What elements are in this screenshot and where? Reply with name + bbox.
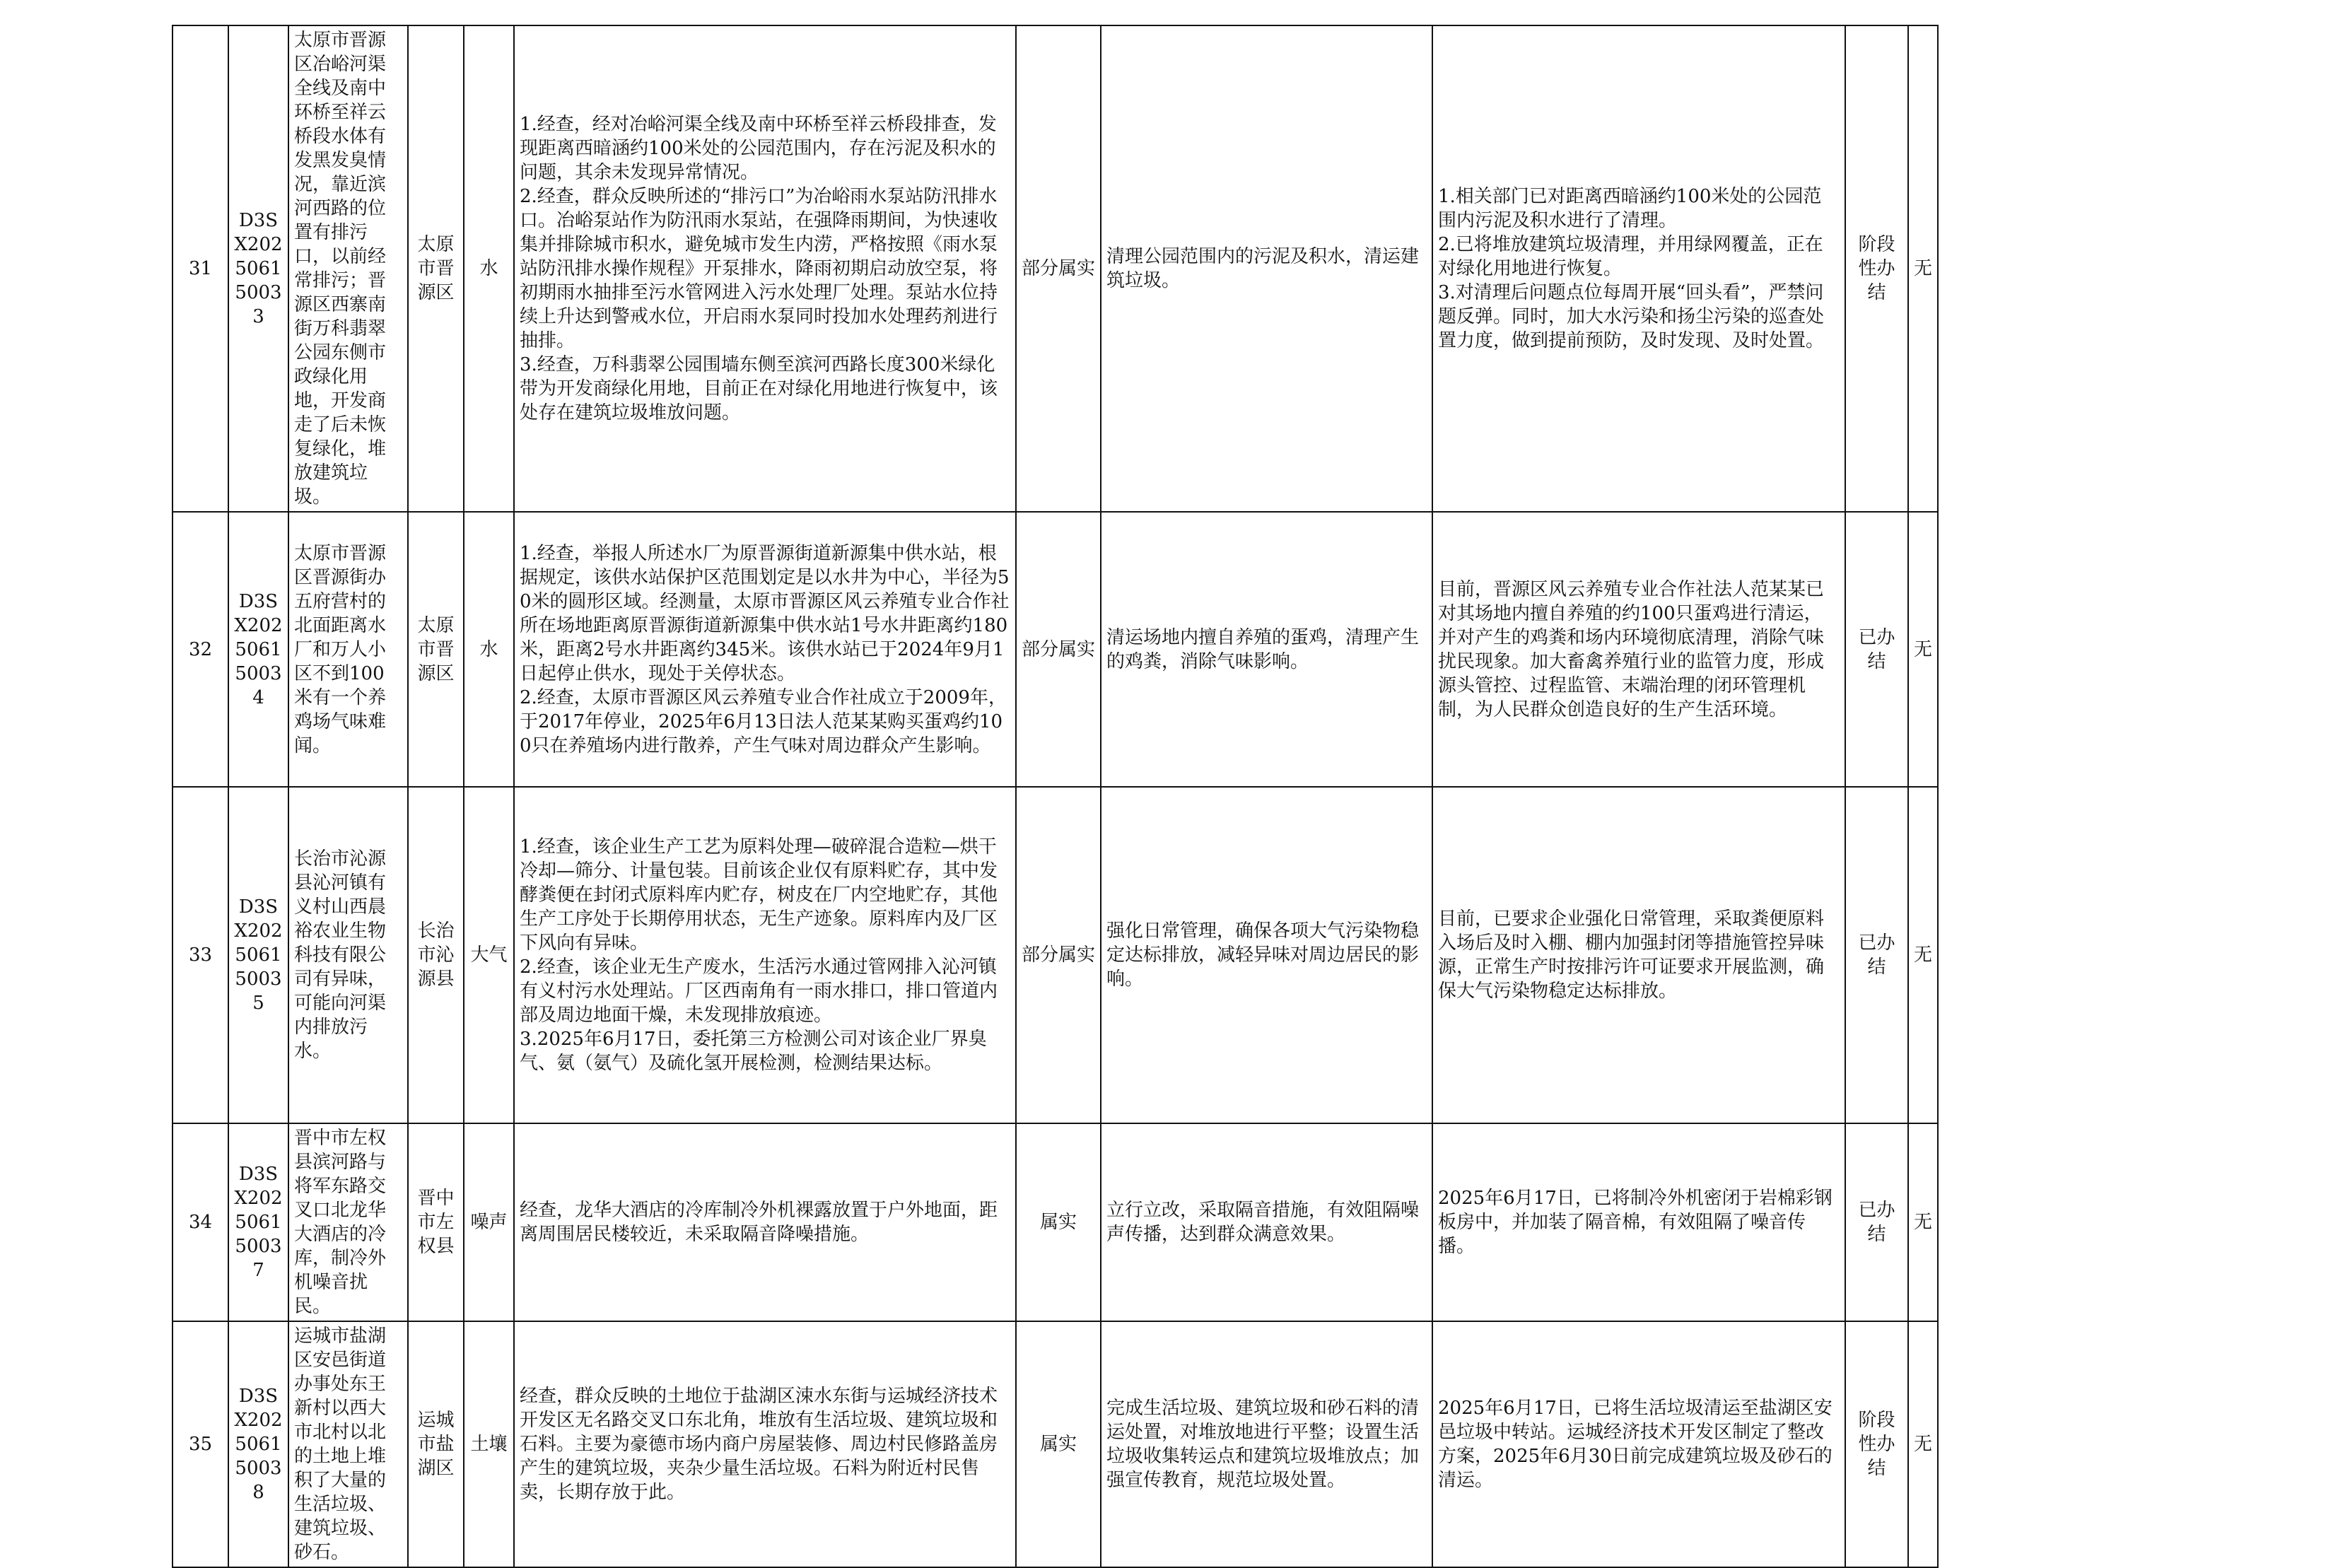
rectification-progress-cell (1432, 787, 1845, 1123)
accountability-cell (1908, 1321, 1938, 1567)
row-number: 34 (188, 1212, 213, 1233)
rectification-progress-cell (1432, 1123, 1845, 1321)
pollution-type: 水 (479, 258, 498, 279)
rectification-measures-cell (1101, 25, 1432, 512)
verdict: 部分属实 (1022, 258, 1096, 279)
verdict-cell (1016, 787, 1101, 1123)
case-code: D3SX202506150034 (234, 590, 283, 708)
accountability-cell (1908, 787, 1938, 1123)
case-code-cell (228, 512, 288, 787)
investigation-findings-cell (514, 512, 1016, 787)
row-number-cell (173, 1321, 228, 1567)
completion-status: 阶段性办结 (1858, 1410, 1895, 1479)
complaint-text-cell (288, 25, 408, 512)
verdict-cell (1016, 1321, 1101, 1567)
rectification-progress: 1.相关部门已对距离西暗涵约100米处的公园范围内污泥及积水进行了清理。 2.已将堆放建筑垃圾清理，并用绿网覆盖，正在对绿化用地进行恢复。 3.对清理后问题点位每周开展“回头看”，严禁问题反弹。同时，加大水污染和扬尘污染的巡查处置力度，做到提前预防，及时发现、及时处置。 (1438, 186, 1825, 351)
case-code: D3SX202506150035 (234, 896, 283, 1014)
row-number-cell (173, 512, 228, 787)
table-row (173, 1321, 1938, 1567)
row-number-cell (173, 1123, 228, 1321)
verdict-cell (1016, 25, 1101, 512)
region-cell (408, 1123, 464, 1321)
investigation-findings: 经查，龙华大酒店的冷库制冷外机裸露放置于户外地面，距离周围居民楼较近，未采取隔音降噪措施。 (520, 1200, 998, 1245)
region: 太原市晋源区 (417, 234, 455, 303)
complaint-text-cell (288, 1123, 408, 1321)
accountability: 无 (1914, 944, 1933, 966)
rectification-measures-cell (1101, 1321, 1432, 1567)
verdict: 属实 (1039, 1212, 1077, 1233)
investigation-findings-cell (514, 25, 1016, 512)
case-code: D3SX202506150033 (234, 210, 283, 327)
verdict: 部分属实 (1022, 638, 1096, 660)
row-number: 32 (188, 638, 213, 660)
complaint-text: 太原市晋源区冶峪河渠全线及南中环桥至祥云桥段水体有发黑发臭情况，靠近滨河西路的位置有排污口，以前经常排污；晋源区西寨南街万科翡翠公园东侧市政绿化用地，开发商走了后未恢复绿化，堆放建筑垃圾。 (294, 30, 387, 508)
table-row (173, 25, 1938, 512)
table-row (173, 1123, 1938, 1321)
region-cell (408, 1321, 464, 1567)
pollution-type-cell (464, 1321, 514, 1567)
rectification-measures: 立行立改，采取隔音措施，有效阻隔噪声传播，达到群众满意效果。 (1106, 1200, 1420, 1245)
rectification-measures-cell (1101, 787, 1432, 1123)
investigation-findings-cell (514, 787, 1016, 1123)
pollution-type-cell (464, 1123, 514, 1321)
case-code: D3SX202506150038 (234, 1386, 283, 1503)
region-cell (408, 512, 464, 787)
complaint-text: 太原市晋源区晋源街办五府营村的北面距离水厂和万人小区不到100米有一个养鸡场气味难闻。 (294, 542, 387, 756)
region-cell (408, 787, 464, 1123)
pollution-type: 噪声 (470, 1212, 508, 1233)
row-number: 35 (188, 1434, 213, 1455)
row-number: 33 (188, 944, 213, 966)
rectification-progress-cell (1432, 1321, 1845, 1567)
case-code-cell (228, 1123, 288, 1321)
completion-status: 已办结 (1858, 932, 1895, 978)
case-code-cell (228, 25, 288, 512)
accountability-cell (1908, 512, 1938, 787)
complaint-text-cell (288, 787, 408, 1123)
complaint-text: 长治市沁源县沁河镇有义村山西晨裕农业生物科技有限公司有异味，可能向河渠内排放污水。 (294, 848, 387, 1062)
accountability: 无 (1914, 1434, 1933, 1455)
rectification-measures-cell (1101, 512, 1432, 787)
accountability: 无 (1914, 258, 1933, 279)
completion-status-cell (1845, 25, 1908, 512)
investigation-findings-cell (514, 1123, 1016, 1321)
case-code-cell (228, 1321, 288, 1567)
completion-status-cell (1845, 787, 1908, 1123)
rectification-progress-cell (1432, 512, 1845, 787)
rectification-progress: 目前，已要求企业强化日常管理，采取粪便原料入场后及时入棚、棚内加强封闭等措施管控异味源，正常生产时按排污许可证要求开展监测，确保大气污染物稳定达标排放。 (1438, 908, 1825, 1002)
completion-status: 阶段性办结 (1858, 234, 1895, 303)
pollution-type: 土壤 (470, 1434, 508, 1455)
accountability: 无 (1914, 638, 1933, 660)
region: 太原市晋源区 (417, 614, 455, 684)
rectification-progress: 2025年6月17日，已将生活垃圾清运至盐湖区安邑垃圾中转站。运城经济技术开发区制定了整改方案，2025年6月30日前完成建筑垃圾及砂石的清运。 (1438, 1398, 1833, 1491)
completion-status: 已办结 (1858, 1200, 1895, 1245)
complaint-text: 运城市盐湖区安邑街道办事处东王新村以西大市北村以北的土地上堆积了大量的生活垃圾、建筑垃圾、砂石。 (294, 1326, 387, 1563)
region-cell (408, 25, 464, 512)
table-row (173, 787, 1938, 1123)
rectification-measures-cell (1101, 1123, 1432, 1321)
rectification-measures: 强化日常管理，确保各项大气污染物稳定达标排放，减轻异味对周边居民的影响。 (1106, 920, 1420, 990)
verdict: 部分属实 (1022, 944, 1096, 966)
rectification-progress: 2025年6月17日，已将制冷外机密闭于岩棉彩钢板房中，并加装了隔音棉，有效阻隔了噪音传播。 (1438, 1188, 1833, 1257)
case-code: D3SX202506150037 (234, 1164, 283, 1281)
row-number-cell (173, 25, 228, 512)
completion-status-cell (1845, 1321, 1908, 1567)
pollution-type-cell (464, 787, 514, 1123)
pollution-type: 水 (479, 638, 498, 660)
case-code-cell (228, 787, 288, 1123)
row-number: 31 (188, 258, 213, 279)
row-number-cell (173, 787, 228, 1123)
table-row (173, 512, 1938, 787)
region: 运城市盐湖区 (417, 1410, 455, 1479)
verdict-cell (1016, 1123, 1101, 1321)
verdict: 属实 (1039, 1434, 1077, 1455)
rectification-progress-cell (1432, 25, 1845, 512)
investigation-findings: 1.经查，举报人所述水厂为原晋源街道新源集中供水站，根据规定，该供水站保护区范围划定是以水井为中心，半径为50米的圆形区域。经测量，太原市晋源区风云养殖专业合作社所在场地距离原晋源街道新源集中供水站1号水井距离约180米，距离2号水井距离约345米。该供水站已于2024年9月1日起停止供水，现处于关停状态。 2.经查，太原市晋源区风云养殖专业合作社成立于2009年，于2017年停业，2025年6月13日法人范某某购买蛋鸡约100只在养殖场内进行散养，产生气味对周边群众产生影响。 (520, 542, 1010, 756)
investigation-findings: 经查，群众反映的土地位于盐湖区涑水东街与运城经济技术开发区无名路交叉口东北角，堆放有生活垃圾、建筑垃圾和石料。主要为豪德市场内商户房屋装修、周边村民修路盖房产生的建筑垃圾，夹杂少量生活垃圾。石料为附近村民售卖，长期存放于此。 (520, 1386, 998, 1503)
case-table (172, 25, 1939, 1568)
complaint-text-cell (288, 512, 408, 787)
region: 长治市沁源县 (417, 920, 455, 990)
rectification-measures: 完成生活垃圾、建筑垃圾和砂石料的清运处置，对堆放地进行平整；设置生活垃圾收集转运点和建筑垃圾堆放点；加强宣传教育，规范垃圾处置。 (1106, 1398, 1420, 1491)
completion-status-cell (1845, 1123, 1908, 1321)
investigation-findings: 1.经查，经对冶峪河渠全线及南中环桥至祥云桥段排查，发现距离西暗涵约100米处的公园范围内，存在污泥及积水的问题，其余未发现异常情况。 2.经查，群众反映所述的“排污口”为冶峪雨水泵站防汛排水口。冶峪泵站作为防汛雨水泵站，在强降雨期间，为快速收集并排除城市积水，避免城市发生内涝，严格按照《雨水泵站防汛排水操作规程》开泵排水，降雨初期启动放空泵，将初期雨水抽排至污水管网进入污水处理厂处理。泵站水位持续上升达到警戒水位，开启雨水泵同时投加水处理药剂进行抽排。 3.经查，万科翡翠公园围墙东侧至滨河西路长度300米绿化带为开发商绿化用地，目前正在对绿化用地进行恢复中，该处存在建筑垃圾堆放问题。 (520, 114, 998, 423)
rectification-progress: 目前，晋源区风云养殖专业合作社法人范某某已对其场地内擅自养殖的约100只蛋鸡进行清运，并对产生的鸡粪和场内环境彻底清理，消除气味扰民现象。加大畜禽养殖行业的监管力度，形成源头管控、过程监管、末端治理的闭环管理机制，为人民群众创造良好的生产生活环境。 (1438, 578, 1825, 720)
rectification-measures: 清运场地内擅自养殖的蛋鸡，清理产生的鸡粪，消除气味影响。 (1106, 626, 1420, 672)
complaint-text-cell (288, 1321, 408, 1567)
investigation-findings-cell (514, 1321, 1016, 1567)
accountability: 无 (1914, 1212, 1933, 1233)
completion-status-cell (1845, 512, 1908, 787)
verdict-cell (1016, 512, 1101, 787)
pollution-type: 大气 (470, 944, 508, 966)
accountability-cell (1908, 1123, 1938, 1321)
completion-status: 已办结 (1858, 626, 1895, 672)
investigation-findings: 1.经查，该企业生产工艺为原料处理—破碎混合造粒—烘干冷却—筛分、计量包装。目前该企业仅有原料贮存，其中发酵粪便在封闭式原料库内贮存，树皮在厂内空地贮存，其他生产工序处于长期停用状态，无生产迹象。原料库内及厂区下风向有异味。 2.经查，该企业无生产废水，生活污水通过管网排入沁河镇有义村污水处理站。厂区西南角有一雨水排口，排口管道内部及周边地面干燥，未发现排放痕迹。 3.2025年6月17日，委托第三方检测公司对该企业厂界臭气、氨（氨气）及硫化氢开展检测，检测结果达标。 (520, 836, 998, 1074)
pollution-type-cell (464, 512, 514, 787)
rectification-measures: 清理公园范围内的污泥及积水，清运建筑垃圾。 (1106, 246, 1420, 291)
accountability-cell (1908, 25, 1938, 512)
pollution-type-cell (464, 25, 514, 512)
complaint-text: 晋中市左权县滨河路与将军东路交叉口北龙华大酒店的冷库，制冷外机噪音扰民。 (294, 1128, 387, 1317)
region: 晋中市左权县 (417, 1188, 455, 1257)
